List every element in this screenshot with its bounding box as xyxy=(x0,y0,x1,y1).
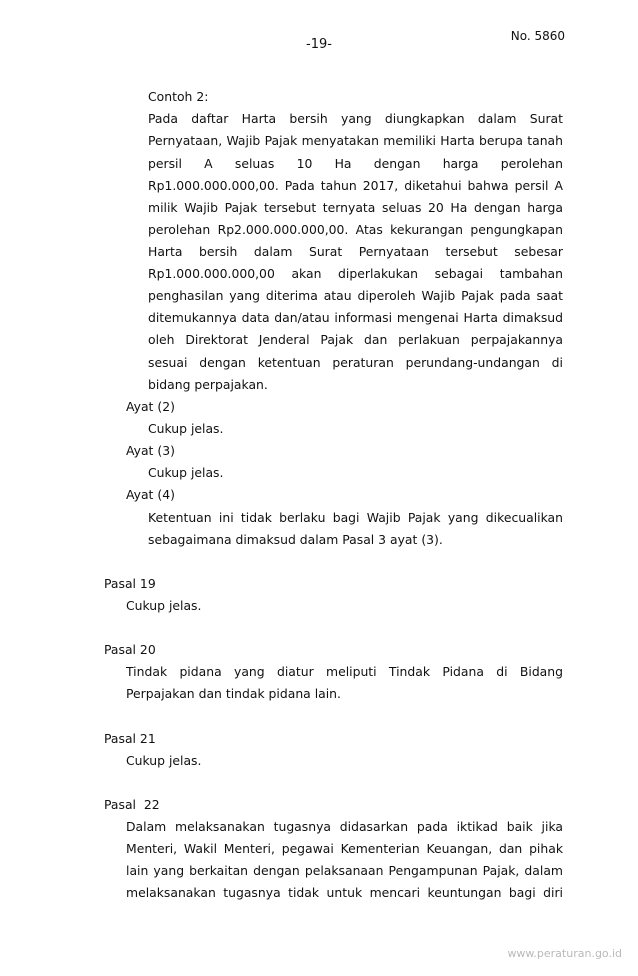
pasal-22-label: Pasal 22 xyxy=(104,797,160,812)
ayat-3-text: Cukup jelas. xyxy=(148,465,224,480)
pasal-20-line: Tindak pidana yang diatur meliputi Tindak Pidana di Bidang xyxy=(126,664,563,679)
example-line: ditemukannya data dan/atau informasi mengenai Harta dimaksud xyxy=(148,310,563,325)
example-title: Contoh 2: xyxy=(148,89,209,104)
ayat-4-line: sebagaimana dimaksud dalam Pasal 3 ayat (3). xyxy=(148,532,443,547)
pasal-19-text: Cukup jelas. xyxy=(126,598,202,613)
example-line: milik Wajib Pajak tersebut ternyata seluas 20 Ha dengan harga xyxy=(148,200,563,215)
ayat-4-label: Ayat (4) xyxy=(126,487,175,502)
ayat-4-line: Ketentuan ini tidak berlaku bagi Wajib Pajak yang dikecualikan xyxy=(148,510,563,525)
pasal-21-text: Cukup jelas. xyxy=(126,753,202,768)
ayat-2-label: Ayat (2) xyxy=(126,399,175,414)
example-line: persil A seluas 10 Ha dengan harga perolehan xyxy=(148,156,563,171)
example-line: sesuai dengan ketentuan peraturan perundang-undangan di xyxy=(148,355,563,370)
page-number: -19- xyxy=(306,37,332,52)
pasal-22-line: melaksanakan tugasnya tidak untuk mencari keuntungan bagi diri xyxy=(126,885,563,900)
pasal-20-label: Pasal 20 xyxy=(104,642,156,657)
example-line: Rp1.000.000.000,00. Pada tahun 2017, diketahui bahwa persil A xyxy=(148,178,563,193)
ayat-2-text: Cukup jelas. xyxy=(148,421,224,436)
example-line: oleh Direktorat Jenderal Pajak dan perlakuan perpajakannya xyxy=(148,332,563,347)
example-line: Pernyataan, Wajib Pajak menyatakan memiliki Harta berupa tanah xyxy=(148,133,563,148)
ayat-3-label: Ayat (3) xyxy=(126,443,175,458)
pasal-19-label: Pasal 19 xyxy=(104,576,156,591)
pasal-21-label: Pasal 21 xyxy=(104,731,156,746)
example-line: Rp1.000.000.000,00 akan diperlakukan sebagai tambahan xyxy=(148,266,563,281)
example-line: perolehan Rp2.000.000.000,00. Atas kekurangan pengungkapan xyxy=(148,222,563,237)
example-line: bidang perpajakan. xyxy=(148,377,268,392)
source-watermark: www.peraturan.go.id xyxy=(507,947,622,960)
example-line: Pada daftar Harta bersih yang diungkapkan dalam Surat xyxy=(148,111,563,126)
document-number: No. 5860 xyxy=(510,29,565,43)
example-line: Harta bersih dalam Surat Pernyataan tersebut sebesar xyxy=(148,244,563,259)
pasal-22-line: lain yang berkaitan dengan pelaksanaan Pengampunan Pajak, dalam xyxy=(126,863,563,878)
example-line: penghasilan yang diterima atau diperoleh Wajib Pajak pada saat xyxy=(148,288,563,303)
pasal-22-line: Dalam melaksanakan tugasnya didasarkan pada iktikad baik jika xyxy=(126,819,563,834)
pasal-20-line: Perpajakan dan tindak pidana lain. xyxy=(126,686,341,701)
pasal-22-line: Menteri, Wakil Menteri, pegawai Kementerian Keuangan, dan pihak xyxy=(126,841,563,856)
